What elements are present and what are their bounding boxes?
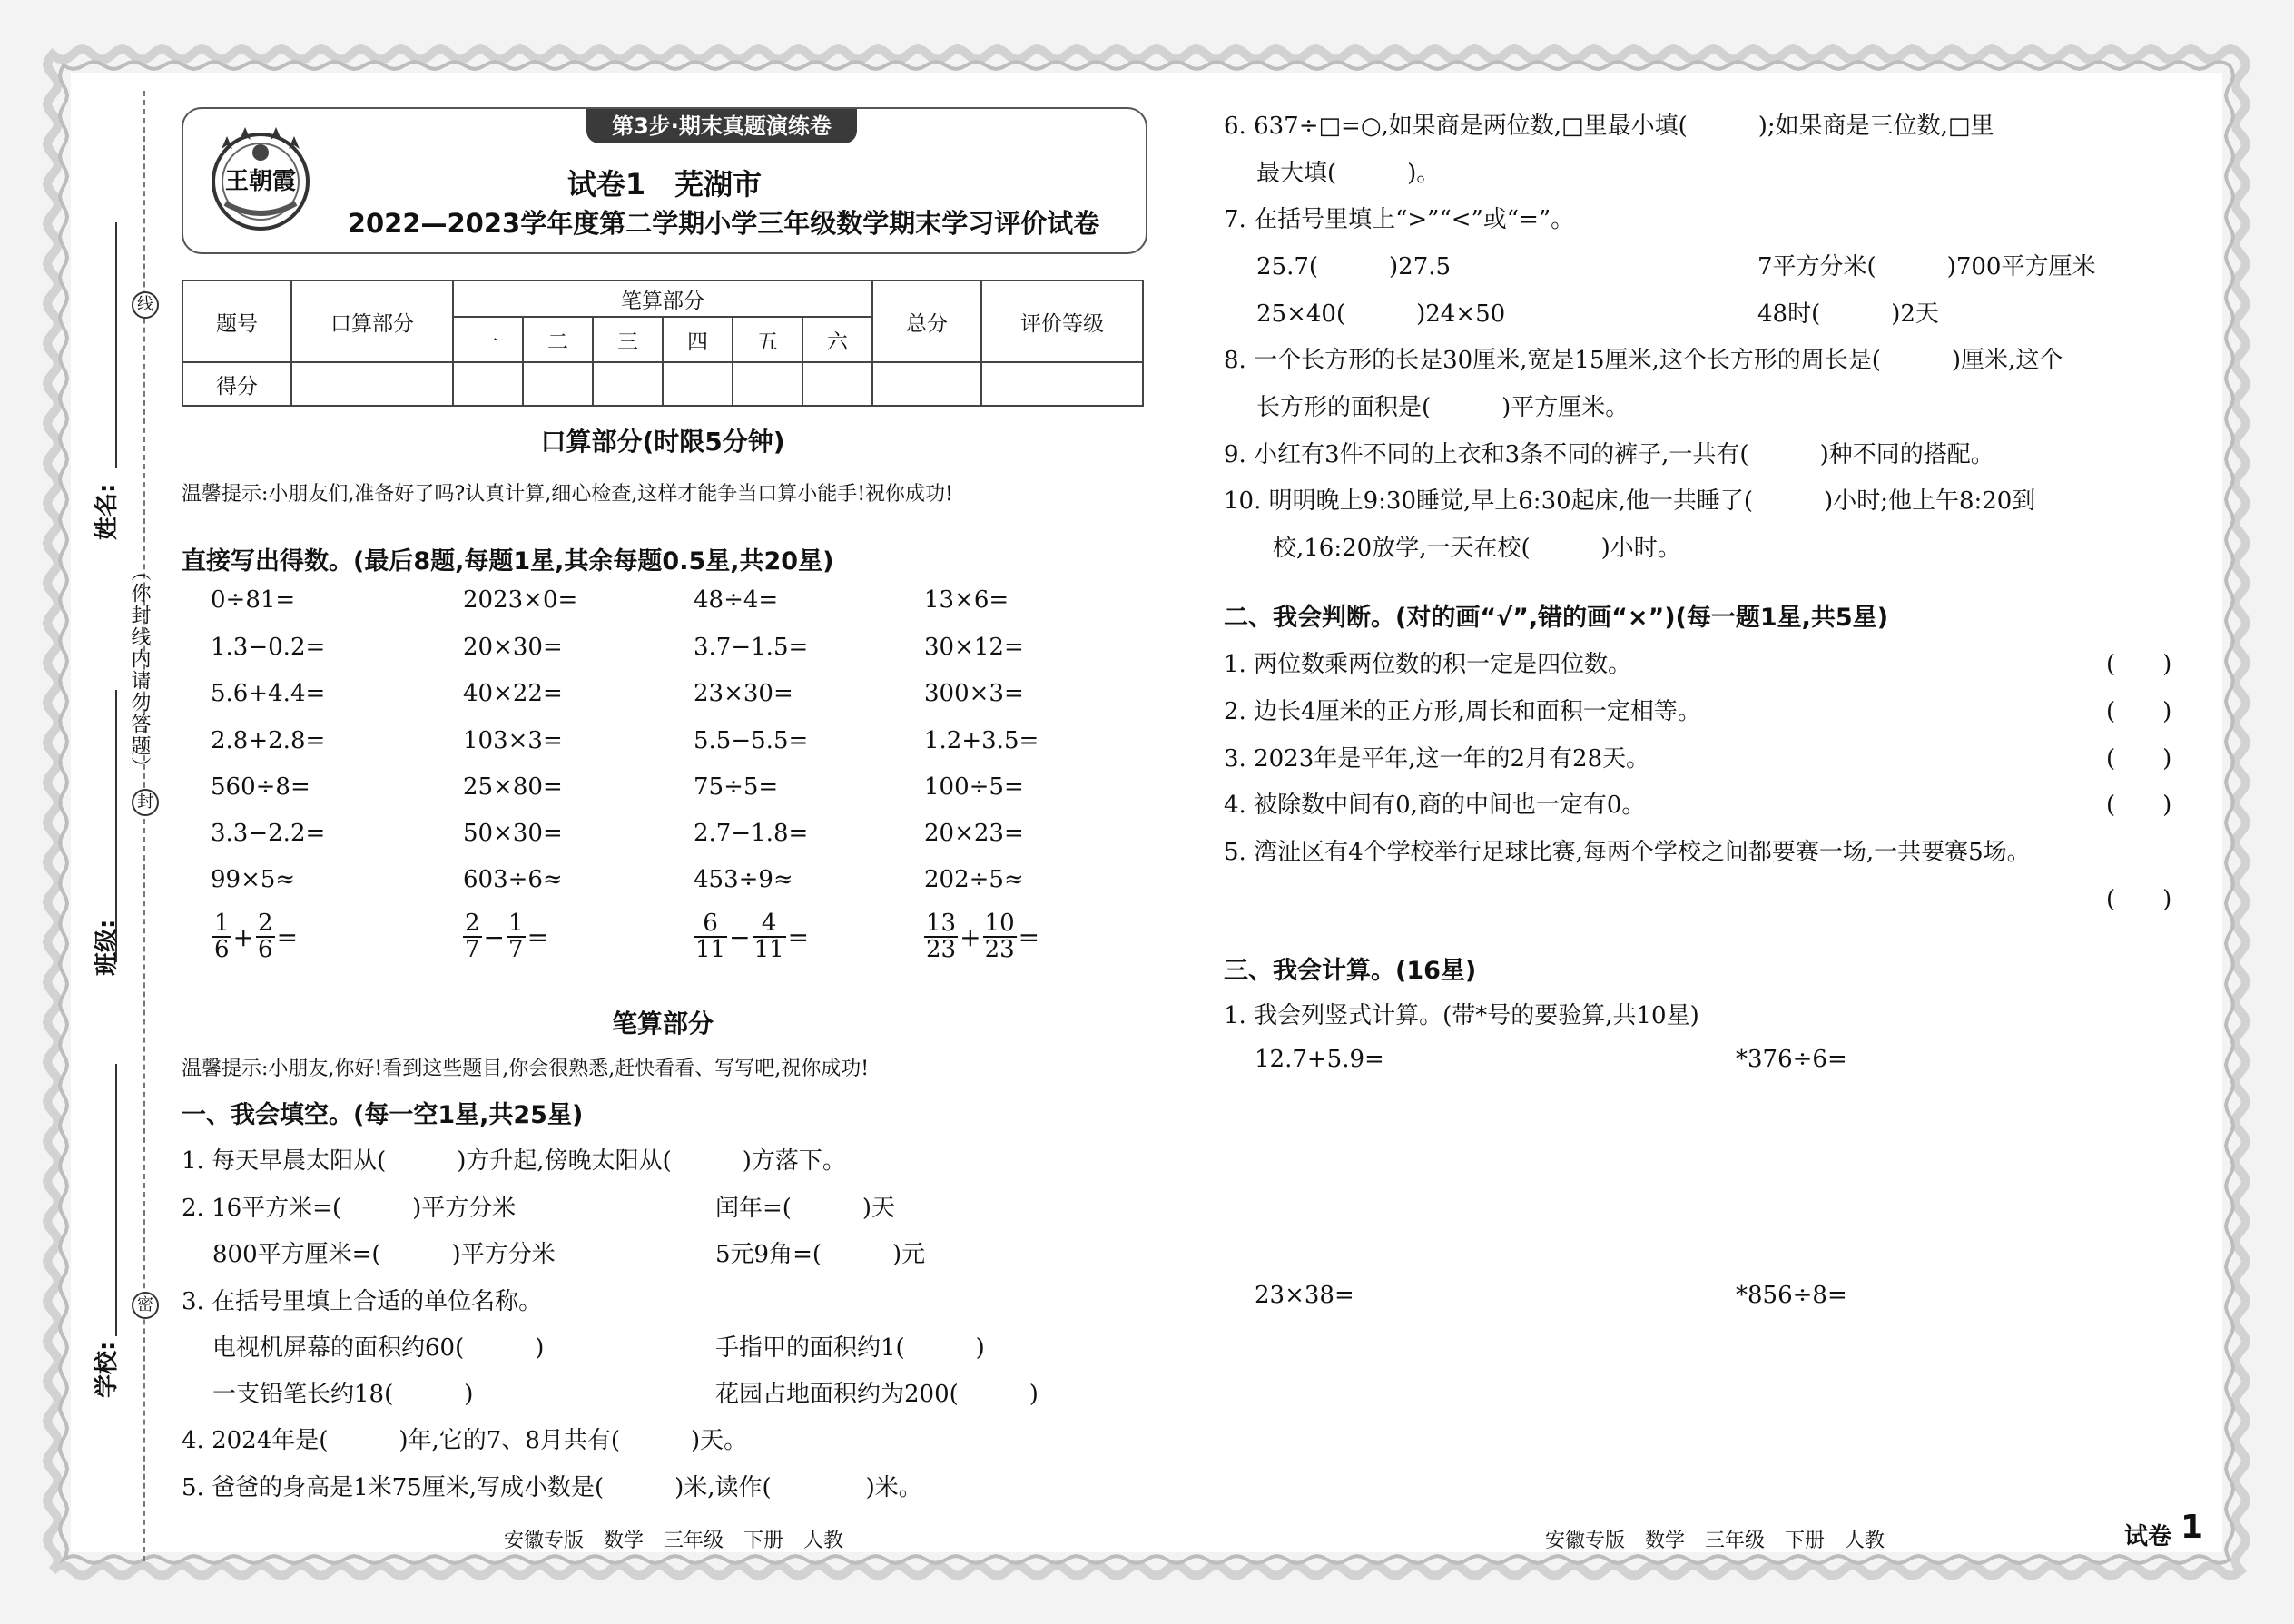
oral-item: 20×30= (463, 634, 563, 661)
question-3d: 花园占地面积约为200( ) (715, 1381, 1039, 1408)
question-7b: 7平方分米( )700平方厘米 (1757, 253, 2096, 281)
logo-text: 王朝霞 (224, 168, 297, 195)
judge-item-4: 4. 被除数中间有0,商的中间也一定有0。 (1224, 792, 1646, 819)
binding-mark-seal: 封 (132, 789, 159, 816)
denominator: 6 (214, 936, 230, 964)
oral-item: 75÷5= (694, 773, 779, 801)
judge-item-3: 3. 2023年是平年,这一年的2月有28天。 (1224, 745, 1650, 773)
judge-item-2: 2. 边长4厘米的正方形,周长和面积一定相等。 (1224, 698, 1701, 725)
oral-item: 2.8+2.8= (211, 727, 326, 754)
row-score-label: 得分 (182, 362, 291, 406)
fraction-expr (924, 911, 1041, 963)
oral-item: 603÷6≈ (463, 866, 563, 893)
th-number: 题号 (182, 281, 291, 362)
oral-item: 99×5≈ (211, 866, 296, 893)
th-written-1: 一 (453, 317, 523, 362)
oral-item: 2023×0= (463, 586, 578, 614)
question-4: 4. 2024年是( )年,它的7、8月共有( )天。 (182, 1427, 748, 1454)
denominator: 23 (926, 936, 957, 964)
question-1: 1. 每天早晨太阳从( )方升起,傍晚太阳从( )方落下。 (182, 1147, 846, 1175)
question-3: 3. 在括号里填上合适的单位名称。 (182, 1288, 543, 1315)
th-written-4: 四 (663, 317, 733, 362)
denominator: 7 (465, 936, 480, 964)
question-2c: 800平方厘米=( )平方分米 (212, 1241, 556, 1268)
operator: − (483, 921, 506, 952)
oral-item: 20×23= (924, 820, 1024, 847)
judge-answer-box[interactable]: ( ) (2106, 886, 2172, 913)
denominator: 23 (984, 936, 1015, 964)
operator: + (960, 921, 981, 952)
score-cell[interactable] (291, 362, 453, 406)
question-10a: 10. 明明晚上9:30睡觉,早上6:30起床,他一共睡了( )小时;他上午8:20到 (1224, 487, 2036, 515)
oral-item: 100÷5= (924, 773, 1024, 801)
equals: = (787, 921, 810, 952)
oral-item: 2.7−1.8= (694, 820, 809, 847)
judge-item-5: 5. 湾沚区有4个学校举行足球比赛,每两个学校之间都要赛一场,一共要赛5场。 (1224, 839, 2031, 866)
th-written-2: 二 (523, 317, 593, 362)
oral-item: 23×30= (694, 680, 793, 707)
footer-left: 安徽专版 数学 三年级 下册 人教 (504, 1530, 844, 1552)
judge-answer-box[interactable]: ( ) (2106, 745, 2172, 773)
calc-item: 23×38= (1255, 1282, 1354, 1309)
page-label: 试卷 (2124, 1523, 2172, 1550)
judge-answer-box[interactable]: ( ) (2106, 698, 2172, 725)
oral-item: 202÷5≈ (924, 866, 1024, 893)
th-grade: 评价等级 (981, 281, 1143, 362)
th-written: 笔算部分 (453, 281, 872, 317)
calc-item: 12.7+5.9= (1255, 1046, 1384, 1073)
section-2-heading: 二、我会判断。(对的画“√”,错的画“×”)(每一题1星,共5星) (1224, 604, 1889, 632)
oral-item: 13×6= (924, 586, 1009, 614)
class-label: 班级: (94, 919, 121, 976)
score-cell[interactable] (981, 362, 1143, 406)
question-3a: 电视机屏幕的面积约60( ) (212, 1334, 545, 1362)
question-3c: 一支铅笔长约18( ) (212, 1381, 474, 1408)
name-line (115, 222, 117, 468)
oral-item: 300×3= (924, 680, 1024, 707)
binding-note: （你封线内请勿答题） (128, 561, 151, 779)
question-3b: 手指甲的面积约1( ) (715, 1334, 985, 1362)
question-6a: 6. 637÷□=○,如果商是两位数,□里最小填( );如果商是三位数,□里 (1224, 113, 1994, 140)
score-cell[interactable] (523, 362, 593, 406)
oral-item: 50×30= (463, 820, 563, 847)
oral-item: 3.7−1.5= (694, 634, 809, 661)
question-10b: 校,16:20放学,一天在校( )小时。 (1273, 535, 1681, 562)
oral-item: 453÷9≈ (694, 866, 793, 893)
oral-item: 103×3= (463, 727, 563, 754)
fraction-expr (694, 911, 811, 963)
oral-item: 48÷4= (694, 586, 779, 614)
numerator: 2 (258, 910, 273, 937)
exam-subtitle: 2022—2023学年度第二学期小学三年级数学期末学习评价试卷 (347, 208, 1100, 239)
equals: = (276, 921, 299, 952)
th-total: 总分 (872, 281, 981, 362)
question-2d: 5元9角=( )元 (715, 1241, 926, 1268)
numerator: 1 (214, 910, 230, 937)
score-cell[interactable] (453, 362, 523, 406)
equals: = (1018, 921, 1040, 952)
th-oral: 口算部分 (291, 281, 453, 362)
calc-instruction: 1. 我会列竖式计算。(带*号的要验算,共10星) (1224, 1002, 1699, 1029)
fraction-expr (463, 911, 550, 963)
operator: − (729, 921, 751, 952)
footer-right: 安徽专版 数学 三年级 下册 人教 (1545, 1530, 1885, 1552)
oral-item: 3.3−2.2= (211, 820, 326, 847)
step-tag: 第3步·期末真题演练卷 (586, 109, 857, 143)
question-2a: 2. 16平方米=( )平方分米 (182, 1195, 517, 1222)
oral-item: 5.6+4.4= (211, 680, 326, 707)
numerator: 4 (753, 911, 786, 938)
oral-tip: 温馨提示:小朋友们,准备好了吗?认真计算,细心检查,这样才能争当口算小能手!祝你成功! (182, 483, 953, 506)
judge-answer-box[interactable]: ( ) (2106, 651, 2172, 678)
school-label: 学校: (94, 1341, 121, 1398)
score-cell[interactable] (802, 362, 872, 406)
th-written-5: 五 (733, 317, 802, 362)
oral-item: 5.5−5.5= (694, 727, 809, 754)
score-cell[interactable] (663, 362, 733, 406)
th-written-6: 六 (802, 317, 872, 362)
oral-item: 1.2+3.5= (924, 727, 1039, 754)
question-5: 5. 爸爸的身高是1米75厘米,写成小数是( )米,读作( )米。 (182, 1474, 922, 1501)
oral-title: 口算部分(时限5分钟) (540, 427, 785, 457)
question-7a: 25.7( )27.5 (1256, 253, 1452, 281)
question-7c: 25×40( )24×50 (1256, 300, 1506, 328)
written-tip: 温馨提示:小朋友,你好!看到这些题目,你会很熟悉,赶快看看、写写吧,祝你成功! (182, 1058, 870, 1080)
question-7: 7. 在括号里填上“>”“<”或“=”。 (1224, 206, 1575, 233)
oral-item: 30×12= (924, 634, 1024, 661)
question-8a: 8. 一个长方形的长是30厘米,宽是15厘米,这个长方形的周长是( )厘米,这个 (1224, 347, 2063, 374)
oral-item: 25×80= (463, 773, 563, 801)
oral-item: 1.3−0.2= (211, 634, 326, 661)
oral-instruction: 直接写出得数。(最后8题,每题1星,其余每题0.5星,共20星) (182, 547, 834, 576)
equals: = (527, 921, 549, 952)
question-9: 9. 小红有3件不同的上衣和3条不同的裤子,一共有( )种不同的搭配。 (1224, 441, 1994, 468)
question-7d: 48时( )2天 (1757, 300, 1939, 328)
question-2b: 闰年=( )天 (715, 1195, 896, 1222)
section-1-heading: 一、我会填空。(每一空1星,共25星) (182, 1101, 584, 1129)
calc-item: *856÷8= (1736, 1282, 1847, 1309)
fraction-expr (212, 911, 300, 963)
calc-item: *376÷6= (1736, 1046, 1847, 1073)
judge-item-1: 1. 两位数乘两位数的积一定是四位数。 (1224, 651, 1632, 678)
school-line (115, 1064, 117, 1336)
exam-title: 试卷1 芜湖市 (566, 167, 763, 202)
numerator: 13 (926, 910, 957, 937)
denominator: 11 (753, 936, 784, 964)
question-6b: 最大填( )。 (1256, 160, 1441, 187)
denominator: 7 (508, 936, 524, 964)
name-label: 姓名: (94, 483, 121, 540)
binding-mark-line: 线 (132, 291, 159, 319)
operator: + (232, 921, 255, 952)
score-cell[interactable] (872, 362, 981, 406)
numerator: 1 (508, 910, 524, 937)
denominator: 11 (695, 936, 726, 964)
page-number: 1 (2181, 1509, 2204, 1546)
score-table (182, 280, 1144, 407)
question-8b: 长方形的面积是( )平方厘米。 (1256, 394, 1629, 421)
score-cell[interactable] (593, 362, 663, 406)
header-box (182, 107, 1147, 254)
denominator: 6 (258, 936, 273, 964)
oral-item: 0÷81= (211, 586, 296, 614)
oral-item: 40×22= (463, 680, 563, 707)
numerator: 10 (984, 910, 1015, 937)
score-cell[interactable] (733, 362, 802, 406)
numerator: 6 (694, 911, 727, 938)
th-written-3: 三 (593, 317, 663, 362)
written-title: 笔算部分 (611, 1009, 714, 1038)
oral-item: 560÷8= (211, 773, 310, 801)
binding-mark-secret: 密 (132, 1292, 159, 1319)
judge-answer-box[interactable]: ( ) (2106, 792, 2172, 819)
section-3-heading: 三、我会计算。(16星) (1224, 957, 1477, 985)
numerator: 2 (465, 910, 480, 937)
